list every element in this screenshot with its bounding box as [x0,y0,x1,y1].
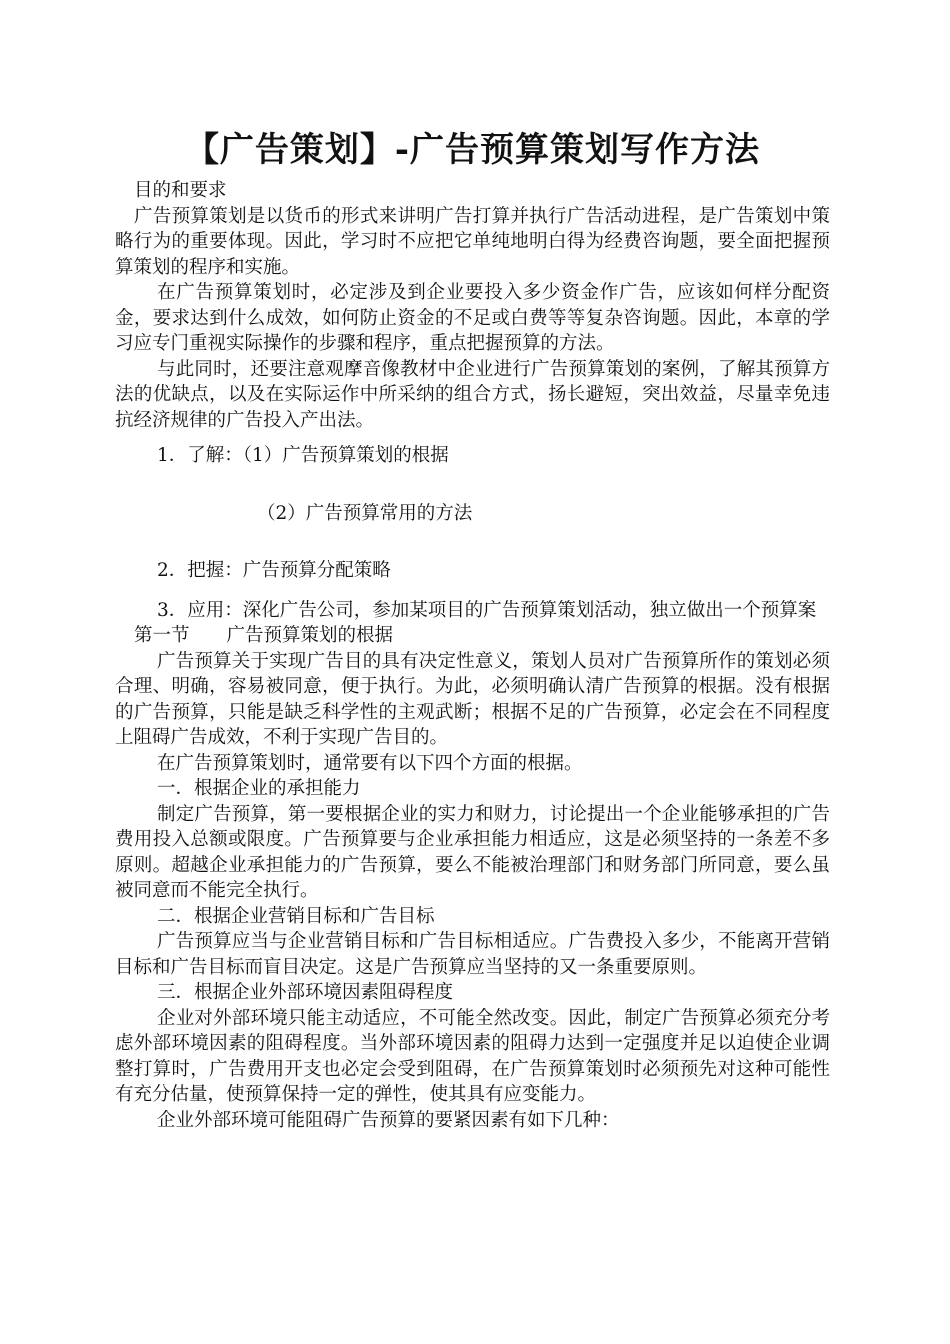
paragraph-intro: 广告预算策划是以货币的形式来讲明广告打算并执行广告活动进程，是广告策划中策略行为的重要体现。因此，学习时不应把它单纯地明白得为经费咨询题，要全面把握预算策划的程序和实施。 [115,205,830,278]
page-title: 【广告策划】-广告预算策划写作方法 [184,130,761,170]
point-1-body: 制定广告预算，第一要根据企业的实力和财力，讨论提出一个企业能够承担的广告费用投入总额或限度。广告预算要与企业承担能力相适应，这是必须坚持的一条差不多原则。超越企业承担能力的广告预算，要么不能被治理部门和财务部门所同意，要么虽被同意而不能完全执行。 [115,803,830,901]
requirement-item-1-sub: （2）广告预算常用的方法 [257,502,473,524]
point-3-body: 企业对外部环境只能主动适应，不可能全然改变。因此，制定广告预算必须充分考虑外部环境因素的阻碍程度。当外部环境因素的阻碍力达到一定强度并足以迫使企业调整打算时，广告费用开支也必定会受到阻碍，在广告预算策划时必须预先对这种可能性有充分估量，使预算保持一定的弹性，使其具有应变能力。 [115,1007,830,1105]
requirement-item-2: 2．把握：广告预算分配策略 [157,560,391,581]
section-heading-objectives: 目的和要求 [134,180,227,201]
paragraph-case-study: 与此同时，还要注意观摩音像教材中企业进行广告预算策划的案例，了解其预算方法的优缺点，以及在实际运作中所采纳的组合方式，扬长避短，突出效益，尽量幸免违抗经济规律的广告投入产出法。 [115,358,830,431]
section1-closing: 企业外部环境可能阻碍广告预算的要紧因素有如下几种： [157,1109,620,1131]
requirement-item-3: 3．应用：深化广告公司，参加某项目的广告预算策划活动，独立做出一个预算案 [157,599,817,621]
point-2-body: 广告预算应当与企业营销目标和广告目标相适应。广告费投入多少，不能离开营销目标和广告目标而盲目决定。这是广告预算应当坚持的又一条重要原则。 [115,931,830,978]
section1-heading: 第一节 广告预算策划的根据 [134,625,394,646]
requirement-item-1: 1．了解：（1）广告预算策划的根据 [157,445,449,466]
section1-intro: 广告预算关于实现广告目的具有决定性意义，策划人员对广告预算所作的策划必须合理、明确，容易被同意，便于执行。为此，必须明确认清广告预算的根据。没有根据的广告预算，只能是缺乏科学性的主观武断；根据不足的广告预算，必定会在不同程度上阻碍广告成效，不利于实现广告目的。 [115,650,830,748]
point-2-heading: 二．根据企业营销目标和广告目标 [157,905,435,927]
point-1-heading: 一．根据企业的承担能力 [157,778,361,799]
document-page [115,126,830,1133]
point-3-heading: 三．根据企业外部环境因素阻碍程度 [157,982,454,1003]
section1-lead: 在广告预算策划时，通常要有以下四个方面的根据。 [157,752,583,774]
paragraph-budget-issues: 在广告预算策划时，必定涉及到企业要投入多少资金作广告，应该如何样分配资金，要求达到什么成效，如何防止资金的不足或白费等等复杂咨询题。因此，本章的学习应专门重视实际操作的步骤和程序，重点把握预算的方法。 [115,282,830,354]
